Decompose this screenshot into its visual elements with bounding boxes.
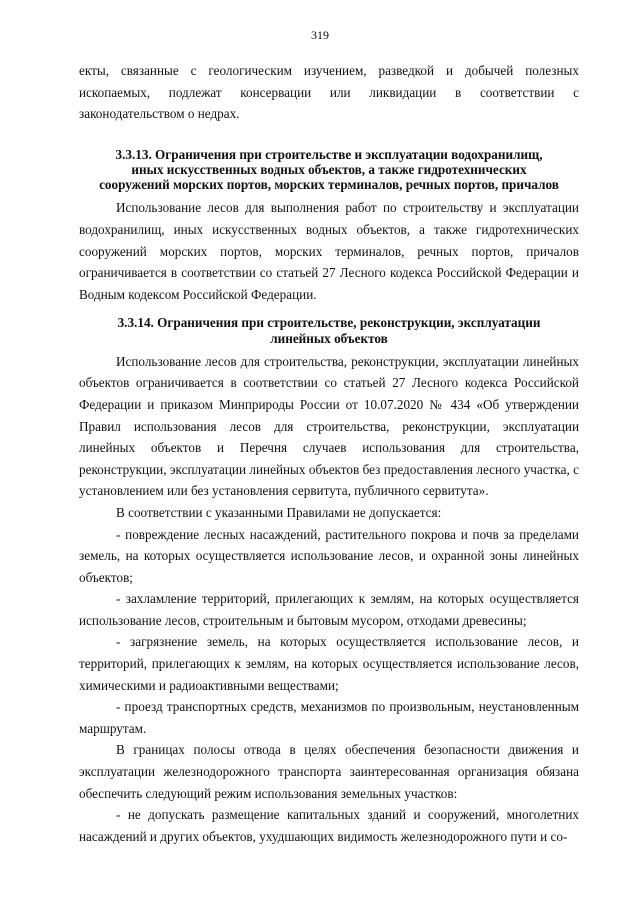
section-paragraph: Использование лесов для строительства, реконструкции, эксплуатации линейных объектов ограничивается в соответствии со статьей 27 Лесного кодекса Российской Федерации и приказом Минприроды России от 10.07.2020 № 434 «Об утверждении Правил использования лесов для строительства, реконструкции, эксплуатации линейных объектов и Перечня случаев использования для строительства, реконструкции, эксплуатации линейных объектов без предоставления лесного участка, с установлением или без установления сервитута, публичного сервитута». — [79, 353, 579, 499]
section-paragraph: В границах полосы отвода в целях обеспечения безопасности движения и эксплуатации железнодорожного транспорта заинтересованная организация обязана обеспечить следующий режим использования земельных участков: — [79, 742, 579, 801]
section-heading-3-3-13: 3.3.13. Ограничения при строительстве и эксплуатации водохранилищ, иных искусственных водных объектов, а также гидротехнических сооружений морских портов, морских терминалов, речных портов, причалов — [99, 146, 559, 193]
page-content — [79, 60, 579, 847]
page-number: 319 — [311, 28, 329, 42]
section-heading-3-3-14: 3.3.14. Ограничения при строительстве, реконструкции, эксплуатации линейных объектов — [117, 315, 541, 346]
list-item: - не допускать размещение капитальных зданий и сооружений, многолетних насаждений и других объектов, ухудшающих видимость железнодорожного пути и со- — [79, 807, 579, 844]
list-item: - загрязнение земель, на которых осуществляется использование лесов, и территорий, прилегающих к землям, на которых осуществляется использование лесов, химическими и радиоактивными веществами; — [79, 634, 579, 693]
list-item: - повреждение лесных насаждений, растительного покрова и почв за пределами земель, на которых осуществляется использование лесов, и охранной зоны линейных объектов; — [79, 526, 579, 585]
section-paragraph: В соответствии с указанными Правилами не допускается: — [116, 504, 442, 520]
list-item: - захламление территорий, прилегающих к землям, на которых осуществляется использование лесов, строительным и бытовым мусором, отходами древесины; — [79, 591, 579, 628]
section-paragraph: Использование лесов для выполнения работ по строительству и эксплуатации водохранилищ, иных искусственных водных объектов, а также гидротехнических сооружений морских портов, морских терминалов, речных портов, причалов ограничивается в соответствии со статьей 27 Лесного кодекса Российской Федерации и Водным кодексом Российской Федерации. — [79, 200, 579, 302]
intro-paragraph: екты, связанные с геологическим изучением, разведкой и добычей полезных ископаемых, подлежат консервации или ликвидации в соответствии с законодательством о недрах. — [79, 63, 579, 122]
list-item: - проезд транспортных средств, механизмов по произвольным, неустановленным маршрутам. — [79, 699, 579, 736]
